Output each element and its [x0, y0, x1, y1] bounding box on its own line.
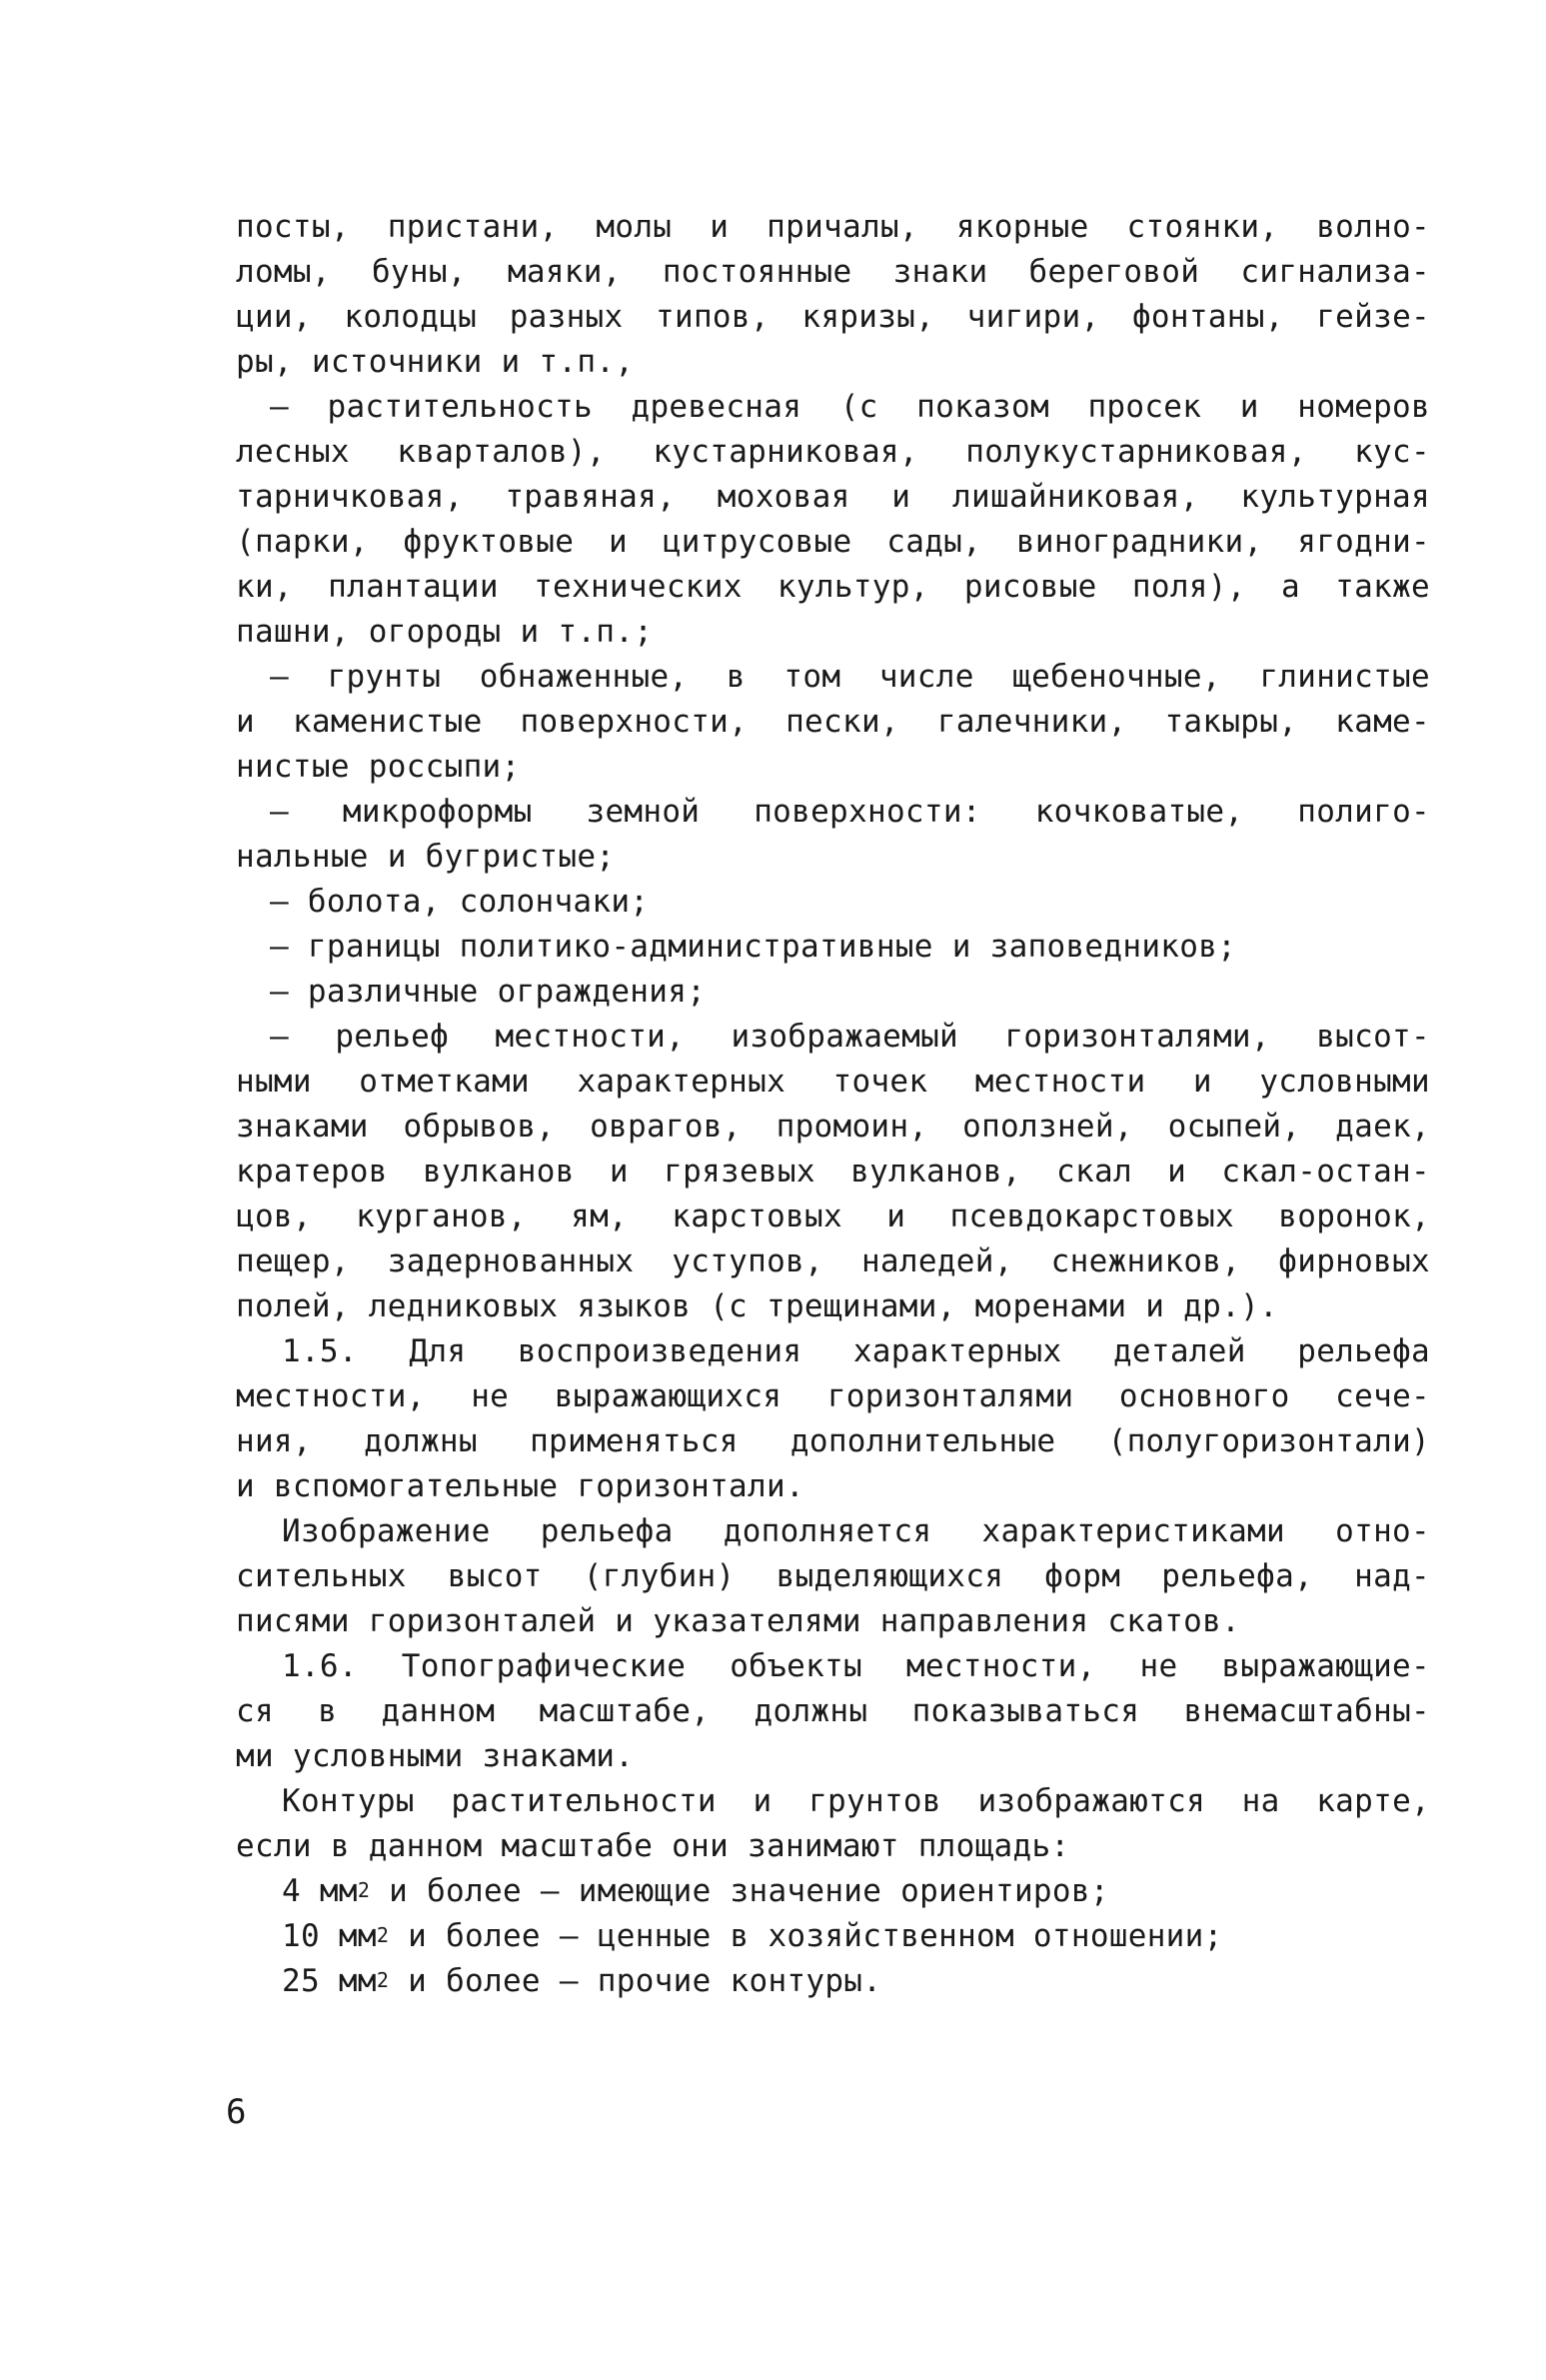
area-unit-exponent: 2 [376, 1968, 390, 1992]
area-unit-exponent: 2 [376, 1923, 390, 1947]
text-line: цов, курганов, ям, карстовых и псевдокарстовых воронок, [236, 1198, 1430, 1234]
area-list-item [236, 1869, 1430, 1914]
text-line: ции, колодцы разных типов, кяризы, чигири, фонтаны, гейзе- [236, 299, 1430, 335]
text-line: – границы политико-административные и заповедников; [270, 929, 1237, 965]
text-line: писями горизонталей и указателями направления скатов. [236, 1603, 1241, 1639]
area-description: и более – имеющие значение ориентиров; [370, 1873, 1109, 1909]
area-value: 25 мм [282, 1963, 377, 1999]
text-line: 1.6. Топографические объекты местности, не выражающие- [282, 1648, 1430, 1684]
text-line: – растительность древесная (с показом просек и номеров [270, 389, 1430, 425]
text-line: посты, пристани, молы и причалы, якорные стоянки, волно- [236, 209, 1430, 245]
text-line: пашни, огороды и т.п.; [236, 614, 654, 650]
area-value: 10 мм [282, 1918, 377, 1954]
area-description: и более – прочие контуры. [389, 1963, 882, 1999]
text-line: Изображение рельефа дополняется характеристиками отно- [282, 1513, 1430, 1549]
text-line: если в данном масштабе они занимают площадь: [236, 1828, 1070, 1864]
text-line: сительных высот (глубин) выделяющихся форм рельефа, над- [236, 1558, 1430, 1594]
area-unit-exponent: 2 [357, 1878, 371, 1902]
text-line: полей, ледниковых языков (с трещинами, моренами и др.). [236, 1288, 1278, 1324]
text-line: нистые россыпи; [236, 749, 521, 785]
text-line: и вспомогательные горизонтали. [236, 1468, 804, 1504]
text-line: – микроформы земной поверхности: кочковатые, полиго- [270, 794, 1430, 830]
area-value: 4 мм [282, 1873, 358, 1909]
text-line: знаками обрывов, оврагов, промоин, оползней, осыпей, даек, [236, 1109, 1430, 1145]
text-line: пещер, задернованных уступов, наледей, снежников, фирновых [236, 1243, 1430, 1279]
text-line: ры, источники и т.п., [236, 344, 635, 380]
text-line: нальные и бугристые; [236, 839, 616, 875]
body-text [236, 205, 1430, 2004]
text-line: (парки, фруктовые и цитрусовые сады, виноградники, ягодни- [236, 524, 1430, 560]
text-lines [236, 205, 1430, 1869]
text-line: ными отметками характерных точек местности и условными [236, 1064, 1430, 1100]
area-list-item [236, 1959, 1430, 2004]
text-line: Контуры растительности и грунтов изображаются на карте, [282, 1783, 1430, 1819]
area-description: и более – ценные в хозяйственном отношении; [389, 1918, 1223, 1954]
text-line: кратеров вулканов и грязевых вулканов, скал и скал-остан- [236, 1154, 1430, 1190]
text-line: ломы, буны, маяки, постоянные знаки береговой сигнализа- [236, 254, 1430, 290]
page-number: 6 [226, 2092, 247, 2132]
text-line: тарничковая, травяная, моховая и лишайниковая, культурная [236, 479, 1430, 515]
text-line: ки, плантации технических культур, рисовые поля), а также [236, 569, 1430, 605]
text-line: – различные ограждения; [270, 974, 707, 1010]
text-line: ния, должны применяться дополнительные (полугоризонтали) [236, 1423, 1430, 1459]
text-line: лесных кварталов), кустарниковая, полукустарниковая, кус- [236, 434, 1430, 470]
text-line: местности, не выражающихся горизонталями основного сече- [236, 1378, 1430, 1414]
area-list-item [236, 1914, 1430, 1959]
text-line: ми условными знаками. [236, 1738, 635, 1774]
text-line: – болота, солончаки; [270, 884, 650, 920]
text-line: 1.5. Для воспроизведения характерных деталей рельефа [282, 1333, 1430, 1369]
text-line: – рельеф местности, изображаемый горизонталями, высот- [270, 1019, 1430, 1055]
text-line: и каменистые поверхности, пески, галечники, такыры, каме- [236, 704, 1430, 740]
text-line: ся в данном масштабе, должны показываться внемасштабны- [236, 1693, 1430, 1729]
text-line: – грунты обнаженные, в том числе щебеночные, глинистые [270, 659, 1430, 695]
